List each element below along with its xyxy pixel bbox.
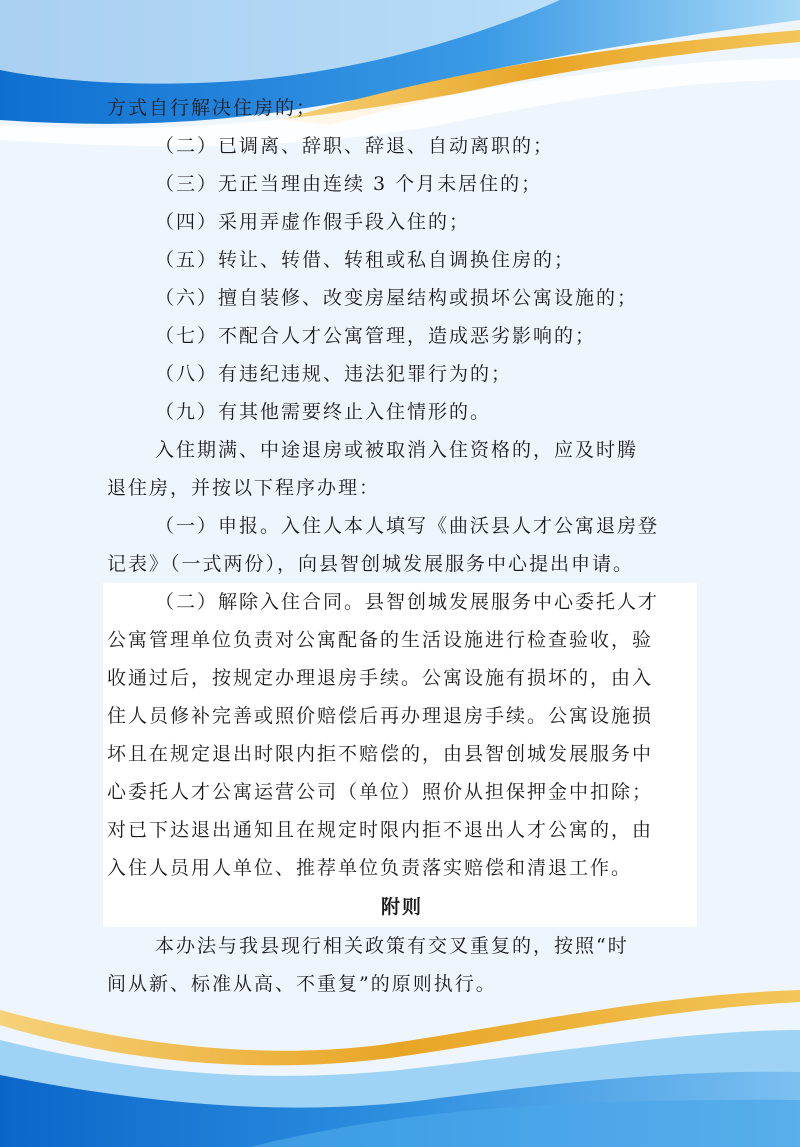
section-heading: 附则 [103, 887, 697, 927]
list-item-9: （九）有其他需要终止入住情形的。 [155, 401, 492, 423]
procedure-step-1: （一）申报。入住人本人填写《曲沃县人才公寓退房登 [155, 515, 660, 537]
procedure-step-2-block [103, 583, 697, 887]
paragraph-line: 心委托人才公寓运营公司（单位）照价从担保押金中扣除； [107, 781, 654, 803]
paragraph-line: 方式自行解决住房的； [107, 97, 318, 119]
paragraph-line: 入住期满、中途退房或被取消入住资格的，应及时腾 [155, 439, 639, 461]
list-item-5: （五）转让、转借、转租或私自调换住房的； [155, 249, 576, 271]
document-body [107, 89, 697, 1003]
paragraph-line: 住人员修补完善或照价赔偿后再办理退房手续。公寓设施损 [107, 705, 654, 727]
list-item-2: （二）已调离、辞职、辞退、自动离职的； [155, 135, 555, 157]
paragraph-line: 对已下达退出通知且在规定时限内拒不退出人才公寓的，由 [107, 819, 654, 841]
paragraph-line: 间从新、标准从高、不重复”的原则执行。 [107, 973, 497, 995]
paragraph-line: 公寓管理单位负责对公寓配备的生活设施进行检查验收，验 [107, 629, 654, 651]
list-item-4: （四）采用弄虚作假手段入住的； [155, 211, 471, 233]
procedure-step-2: （二）解除入住合同。县智创城发展服务中心委托人才 [155, 591, 660, 613]
paragraph-line: 收通过后，按规定办理退房手续。公寓设施有损坏的，由入 [107, 667, 654, 689]
list-item-7: （七）不配合人才公寓管理，造成恶劣影响的； [155, 325, 597, 347]
list-item-8: （八）有违纪违规、违法犯罪行为的； [155, 363, 513, 385]
list-item-6: （六）擅自装修、改变房屋结构或损坏公寓设施的； [155, 287, 639, 309]
paragraph-line: 退住房，并按以下程序办理： [107, 477, 381, 499]
paragraph-line: 记表》（一式两份），向县智创城发展服务中心提出申请。 [107, 553, 635, 575]
paragraph-line: 入住人员用人单位、推荐单位负责落实赔偿和清退工作。 [107, 857, 633, 879]
list-item-3: （三）无正当理由连续 3 个月未居住的； [155, 173, 543, 195]
paragraph-line: 坏且在规定退出时限内拒不赔偿的，由县智创城发展服务中 [107, 743, 654, 765]
paragraph-line: 本办法与我县现行相关政策有交叉重复的，按照“时 [155, 935, 629, 957]
